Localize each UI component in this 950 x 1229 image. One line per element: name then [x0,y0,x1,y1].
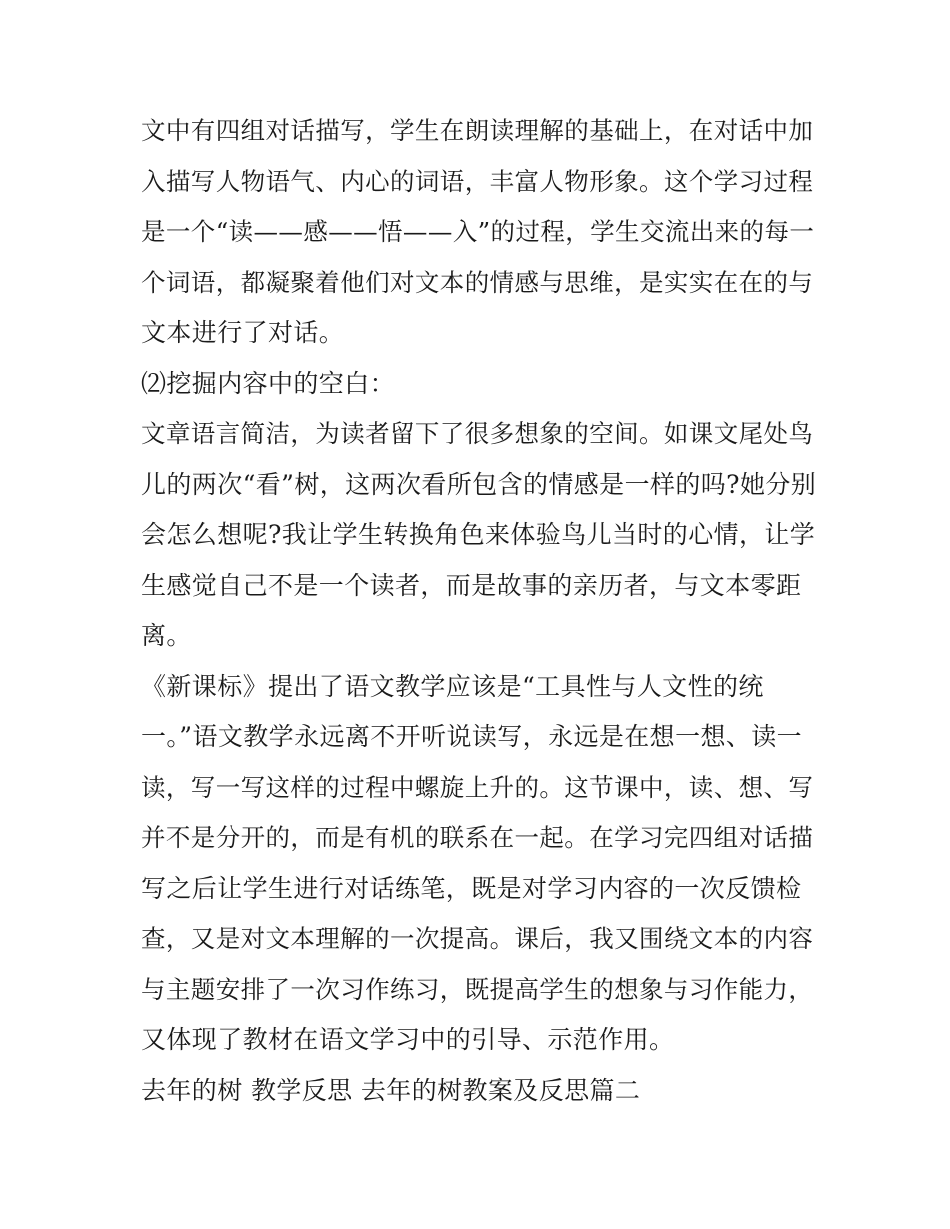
text-line: 文中有四组对话描写，学生在朗读理解的基础上，在对话中加 [141,116,814,145]
section-heading: ⑵挖掘内容中的空白： [141,368,396,398]
text-line: 一。”语文教学永远离不开听说读写，永远是在想一想、读一 [141,722,803,751]
text-line: 儿的两次“看”树，这两次看所包含的情感是一样的吗?她分别 [141,469,817,499]
text-line: 又体现了教材在语文学习中的引导、示范作用。 [141,1025,675,1054]
text-line: 查，又是对文本理解的一次提高。课后，我又围绕文本的内容 [141,924,814,953]
article-title-line: 去年的树 教学反思 去年的树教案及反思篇二 [141,1075,641,1105]
text-line: 文本进行了对话。 [141,318,345,347]
text-line: 写之后让学生进行对话练笔，既是对学习内容的一次反馈检 [141,873,802,903]
text-line: 是一个“读——感——悟——入”的过程，学生交流出来的每一 [141,217,815,246]
text-line: 并不是分开的，而是有机的联系在一起。在学习完四组对话描 [141,823,814,852]
text-line: 《新课标》提出了语文教学应该是“工具性与人文性的统 [141,671,764,701]
text-line: 入描写人物语气、内心的词语，丰富人物形象。这个学习过程 [141,166,814,196]
text-line: 个词语，都凝聚着他们对文本的情感与思维，是实实在在的与 [141,267,814,297]
text-line: 生感觉自己不是一个读者，而是故事的亲历者，与文本零距 [141,570,802,600]
text-line: 与主题安排了一次习作练习，既提高学生的想象与习作能力， [141,974,814,1004]
text-line: 读，写一写这样的过程中螺旋上升的。这节课中，读、想、写 [141,772,814,802]
text-line: 会怎么想呢?我让学生转换角色来体验鸟儿当时的心情，让学 [141,520,816,549]
document-body [141,106,821,1116]
text-line: 文章语言简洁，为读者留下了很多想象的空间。如课文尾处鸟 [141,419,814,448]
text-line: 离。 [141,621,192,650]
